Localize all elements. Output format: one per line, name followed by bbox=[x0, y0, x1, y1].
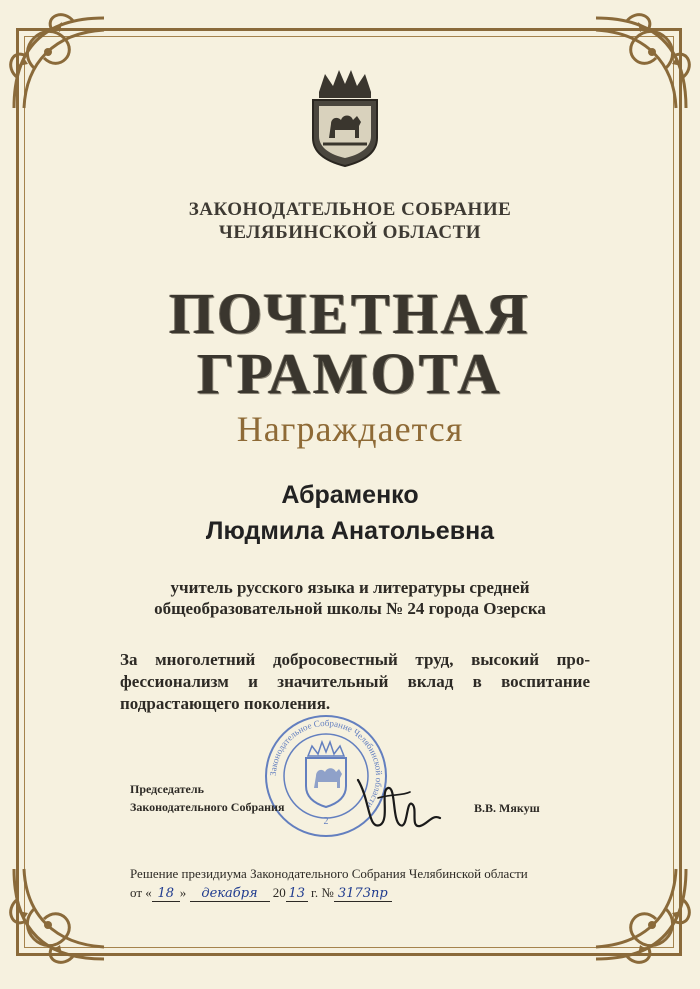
coat-of-arms-emblem-icon bbox=[305, 68, 385, 168]
decision-number: 3173пр bbox=[334, 886, 392, 902]
ornament-corner-icon bbox=[586, 8, 696, 118]
decision-month: декабря bbox=[190, 886, 270, 902]
decision-from-label: от « bbox=[130, 885, 152, 900]
decision-text: Решение президиума Законодательного Собрания Челябинской области bbox=[130, 866, 528, 881]
signatory-role-line-2: Законодательного Собрания bbox=[130, 800, 285, 814]
decision-year-label: г. № bbox=[311, 885, 334, 900]
ornament-corner-icon bbox=[586, 859, 696, 969]
award-reason-text-1: За многолетний добросовестный труд, высокий про- bbox=[120, 650, 590, 669]
decision-day: 18 bbox=[152, 886, 180, 902]
ornament-corner-icon bbox=[4, 859, 114, 969]
signatory-role-line-1: Председатель bbox=[130, 782, 204, 796]
organization-line-1: ЗАКОНОДАТЕЛЬНОЕ СОБРАНИЕ bbox=[188, 199, 512, 220]
organization-line-2: ЧЕЛЯБИНСКОЙ ОБЛАСТИ bbox=[218, 222, 482, 243]
decision-year-suffix: 13 bbox=[286, 886, 308, 902]
awarded-caption: Награждается bbox=[236, 409, 464, 449]
recipient-position-line-2: общеобразовательной школы № 24 города Озерска bbox=[154, 599, 546, 618]
award-reason-line-2: фессионализм и значительный вклад в воспитание bbox=[120, 672, 590, 691]
certificate-title-line-1: ПОЧЕТНАЯ bbox=[169, 281, 531, 346]
handwritten-signature-icon bbox=[350, 770, 445, 840]
award-reason-line-3: подрастающего поколения. bbox=[120, 694, 331, 713]
recipient-position-line-1: учитель русского языка и литературы средней bbox=[170, 578, 530, 597]
seal-number: 2 bbox=[323, 816, 329, 827]
award-reason-line-1 bbox=[120, 649, 590, 671]
decision-close-quote: » bbox=[179, 885, 187, 900]
certificate-title-line-2: ГРАМОТА bbox=[197, 341, 503, 406]
decision-year-prefix: 20 bbox=[272, 885, 286, 900]
seal-ring-text: Законодательное Собрание Челябинской области bbox=[267, 717, 385, 811]
recipient-given-names: Людмила Анатольевна bbox=[205, 517, 495, 545]
decision-reference bbox=[130, 885, 392, 902]
ornament-corner-icon bbox=[4, 8, 114, 118]
signatory-name: В.В. Мякуш bbox=[474, 801, 540, 815]
recipient-surname: Абраменко bbox=[281, 481, 419, 509]
